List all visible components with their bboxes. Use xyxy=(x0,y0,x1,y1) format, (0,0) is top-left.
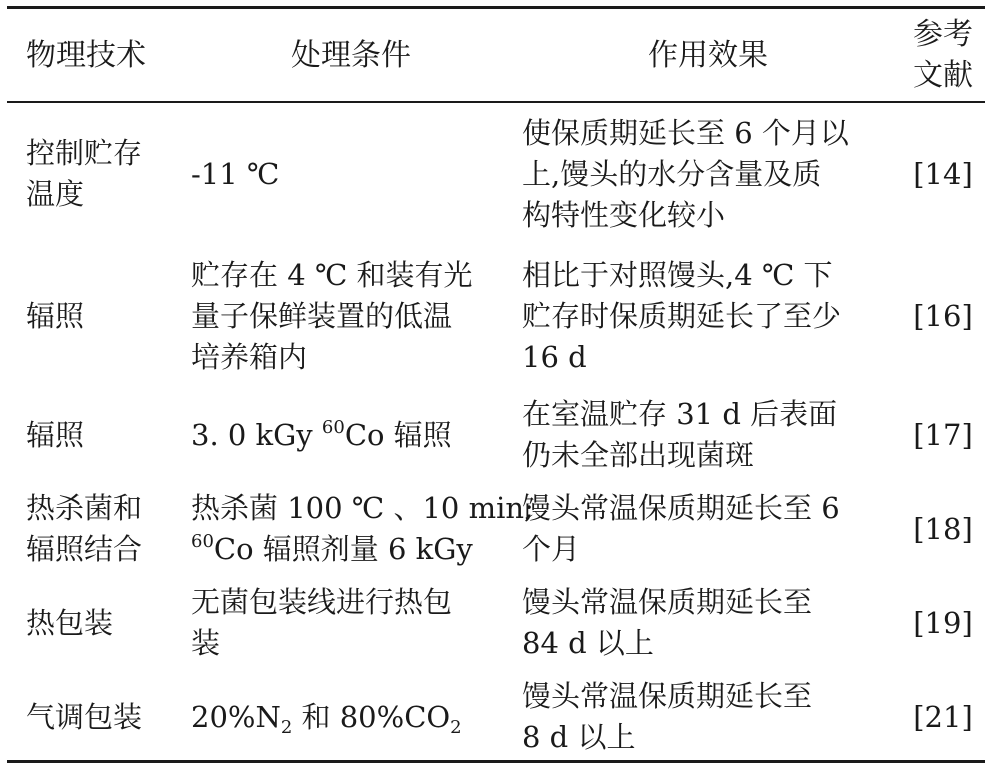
row2-condition-line: 量子保鲜装置的低温 xyxy=(191,299,453,333)
row1-condition-line: -11 ℃ xyxy=(191,156,280,191)
row5-effect-line: 84 d 以上 xyxy=(522,626,654,660)
row4-technique xyxy=(26,487,186,571)
row1-reference xyxy=(900,110,986,238)
row6-effect xyxy=(522,674,894,760)
row4-condition-isotope: Co 辐照剂量 6 kGy xyxy=(213,532,473,566)
row4-reference xyxy=(900,487,986,571)
row3-effect-line: 在室温贮存 31 d 后表面 xyxy=(522,397,838,431)
row4-technique-line: 热杀菌和 xyxy=(26,491,143,525)
row6-condition xyxy=(191,674,511,760)
row6-reference-text: [21] xyxy=(913,699,973,734)
row5-reference xyxy=(900,580,986,666)
row3-effect xyxy=(522,393,894,477)
table-header-rule xyxy=(7,101,985,103)
row1-effect-line: 使保质期延长至 6 个月以 xyxy=(522,115,849,150)
row5-condition-line: 装 xyxy=(191,626,221,660)
row6-condition-n2-subscript: 2 xyxy=(280,716,293,738)
row1-technique xyxy=(26,110,186,238)
row4-effect xyxy=(522,487,894,571)
row2-reference-text: [16] xyxy=(913,299,973,333)
row5-effect-line: 馒头常温保质期延长至 xyxy=(522,585,813,619)
row2-technique-line: 辐照 xyxy=(26,299,85,333)
header-col4-line1: 参考 xyxy=(913,17,973,52)
row6-condition-n2: 20%N xyxy=(191,699,281,734)
row4-reference-text: [18] xyxy=(913,511,973,546)
row3-technique-line: 辐照 xyxy=(26,417,85,452)
row2-effect xyxy=(522,254,894,379)
row6-technique xyxy=(26,674,186,760)
row4-condition-isotope-mass: 60 xyxy=(191,531,214,552)
header-col4-line2: 文献 xyxy=(913,58,973,93)
row2-effect-line: 16 d xyxy=(522,340,587,374)
row3-condition-isotope: Co 辐照 xyxy=(344,417,452,452)
row6-condition-co2: 和 80%CO xyxy=(292,699,451,734)
row3-condition-dose: 3. 0 kGy xyxy=(191,417,322,452)
header-col3-text: 作用效果 xyxy=(648,37,768,73)
row4-technique-line: 辐照结合 xyxy=(26,532,143,566)
row2-effect-line: 贮存时保质期延长了至少 xyxy=(522,299,842,333)
row6-reference xyxy=(900,674,986,760)
row2-condition-line: 培养箱内 xyxy=(191,340,308,374)
row5-technique xyxy=(26,580,186,666)
header-effect xyxy=(522,9,894,101)
row5-condition xyxy=(191,580,511,666)
row2-effect-line: 相比于对照馒头,4 ℃ 下 xyxy=(522,258,833,292)
row3-reference-text: [17] xyxy=(913,417,973,452)
row4-condition xyxy=(191,487,534,571)
row6-effect-line: 馒头常温保质期延长至 xyxy=(522,679,813,713)
row6-condition-line xyxy=(191,697,511,738)
row6-effect-line: 8 d 以上 xyxy=(522,720,636,754)
row1-technique-line: 温度 xyxy=(26,177,85,211)
row2-condition xyxy=(191,254,511,379)
row6-condition-co2-subscript: 2 xyxy=(450,716,462,738)
row6-technique-line: 气调包装 xyxy=(26,699,143,734)
row3-effect-line: 仍未全部出现菌斑 xyxy=(522,438,755,472)
row1-condition xyxy=(191,110,511,238)
row4-effect-line: 个月 xyxy=(522,532,581,566)
row4-condition-line xyxy=(191,529,511,570)
row5-condition-line: 无菌包装线进行热包 xyxy=(191,585,453,619)
header-physical-technique xyxy=(26,9,186,101)
row3-condition-line xyxy=(191,415,511,456)
row5-reference-text: [19] xyxy=(913,605,973,640)
row3-reference xyxy=(900,393,986,477)
row1-effect-line: 上,馒头的水分含量及质 xyxy=(522,156,822,191)
header-col1-text: 物理技术 xyxy=(26,37,146,73)
row1-technique-line: 控制贮存 xyxy=(26,136,143,170)
row5-technique-line: 热包装 xyxy=(26,605,114,640)
row3-technique xyxy=(26,393,186,477)
table-bottom-rule xyxy=(7,760,985,763)
header-col2-text: 处理条件 xyxy=(291,37,411,73)
header-treatment-condition xyxy=(191,9,511,101)
header-reference xyxy=(900,9,986,101)
row4-condition-line: 热杀菌 100 ℃ 、10 min; xyxy=(191,491,534,525)
row2-technique xyxy=(26,254,186,379)
row3-condition xyxy=(191,393,511,477)
row4-effect-line: 馒头常温保质期延长至 6 xyxy=(522,491,840,525)
row1-effect xyxy=(522,110,894,238)
row1-reference-text: [14] xyxy=(913,156,973,191)
row3-condition-isotope-mass: 60 xyxy=(321,416,345,438)
row1-effect-line: 构特性变化较小 xyxy=(522,197,726,232)
row5-effect xyxy=(522,580,894,666)
row2-reference xyxy=(900,254,986,379)
row2-condition-line: 贮存在 4 ℃ 和装有光 xyxy=(191,258,473,292)
